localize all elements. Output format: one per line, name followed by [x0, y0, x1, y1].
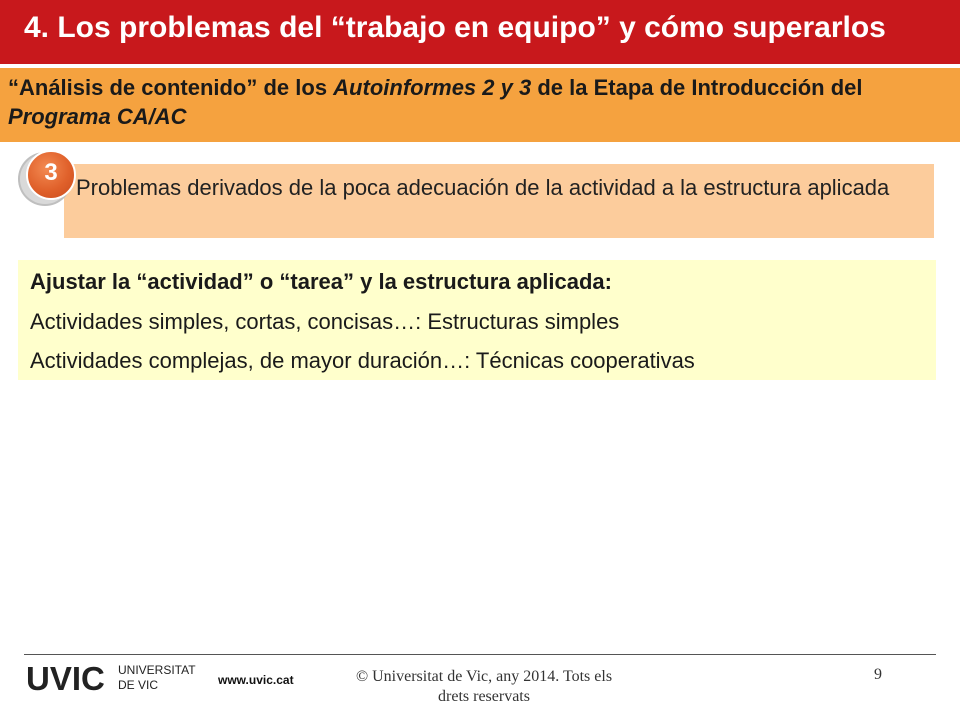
slide-title: 4. Los problemas del “trabajo en equipo” y cómo superarlos — [24, 11, 886, 44]
problem-box — [64, 164, 934, 238]
logo-line-2: DE VIC — [118, 678, 159, 692]
website-link[interactable]: www.uvic.cat — [218, 673, 294, 687]
logo-main-text: UVIC — [26, 660, 105, 694]
page-number: 9 — [874, 666, 882, 683]
footer-divider — [24, 654, 936, 655]
slide-subtitle — [8, 73, 960, 131]
subtitle-part-3: de la Etapa de Introducción del — [531, 75, 863, 100]
uvic-logo — [26, 660, 206, 694]
problem-text: Problemas derivados de la poca adecuación de la actividad a la estructura aplicada — [76, 175, 890, 200]
content-box — [18, 260, 936, 380]
number-badge — [26, 150, 76, 200]
subtitle-bar — [0, 68, 960, 142]
content-item: Actividades simples, cortas, concisas…: Estructuras simples — [30, 309, 620, 334]
badge-number: 3 — [44, 159, 58, 186]
copyright-notice: © Universitat de Vic, any 2014. Tots els drets reservats — [355, 668, 613, 705]
subtitle-italic-2: Programa CA/AC — [8, 104, 187, 129]
subtitle-part-1: “Análisis de contenido” de los — [8, 75, 334, 100]
subtitle-italic-1: Autoinformes 2 y 3 — [333, 75, 532, 100]
title-bar — [0, 0, 960, 64]
content-heading: Ajustar la “actividad” o “tarea” y la estructura aplicada: — [30, 269, 612, 294]
content-item: Actividades complejas, de mayor duración…: Técnicas cooperativas — [30, 348, 695, 373]
logo-line-1: UNIVERSITAT — [118, 663, 196, 677]
